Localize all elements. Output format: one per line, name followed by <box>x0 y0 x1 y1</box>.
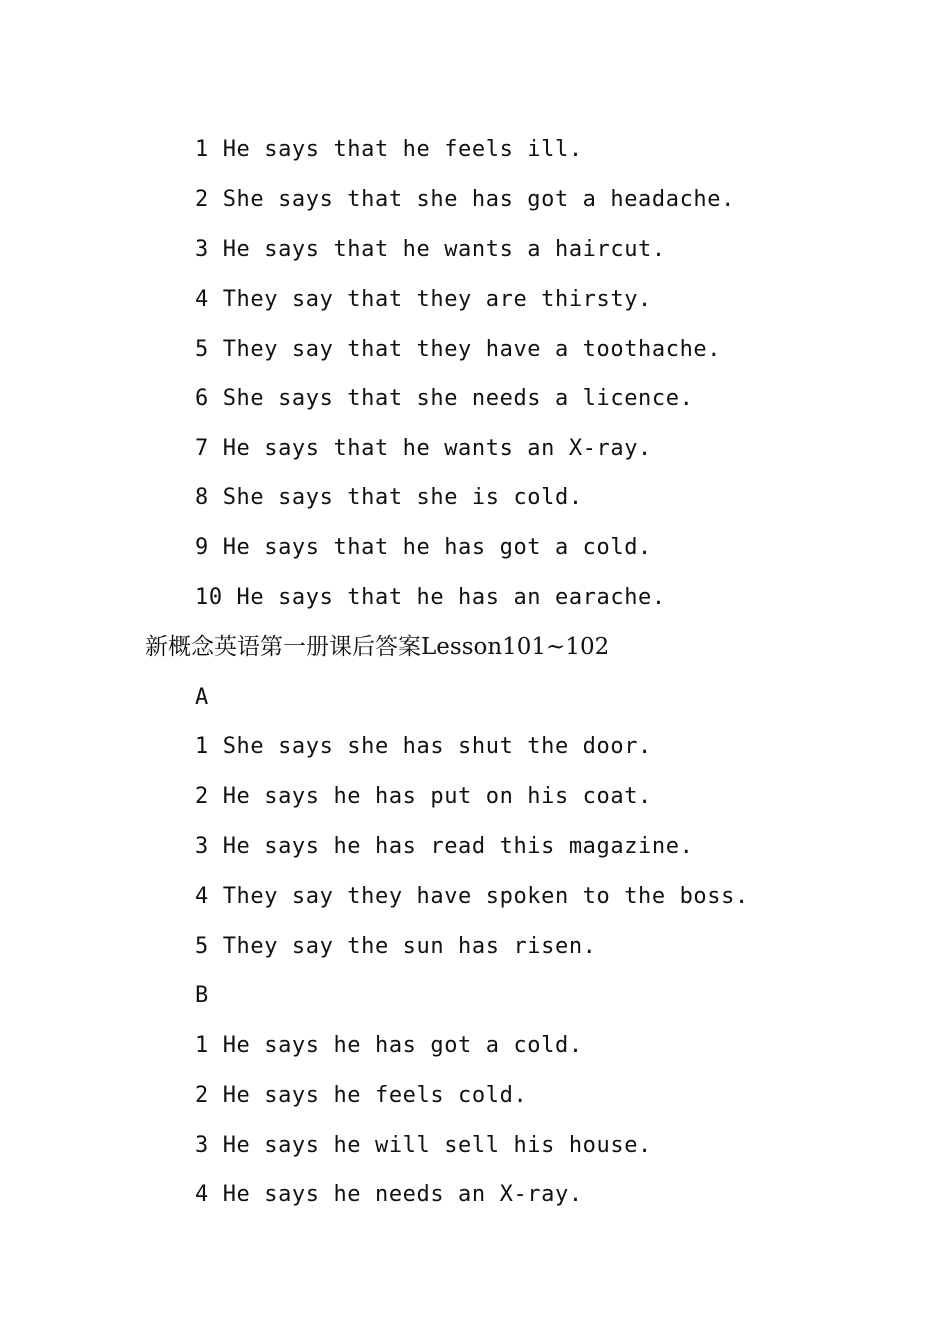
answer-line: 10 He says that he has an earache. <box>195 585 666 610</box>
answer-line: 5 They say that they have a toothache. <box>195 337 722 362</box>
section-b-label: B <box>195 983 209 1008</box>
answer-line: 1 He says that he feels ill. <box>195 137 583 162</box>
answer-line: 1 She says she has shut the door. <box>195 734 652 759</box>
answer-line: 6 She says that she needs a licence. <box>195 386 694 411</box>
answer-line: 8 She says that she is cold. <box>195 485 583 510</box>
answer-line: 4 They say that they are thirsty. <box>195 287 652 312</box>
answer-line: 9 He says that he has got a cold. <box>195 535 652 560</box>
answer-line: 3 He says he has read this magazine. <box>195 834 694 859</box>
answer-line: 2 He says he feels cold. <box>195 1083 528 1108</box>
answer-line: 5 They say the sun has risen. <box>195 934 597 959</box>
answer-line: 4 They say they have spoken to the boss. <box>195 884 749 909</box>
answer-line: 2 He says he has put on his coat. <box>195 784 652 809</box>
section-a-label: A <box>195 685 209 710</box>
answer-line: 2 She says that she has got a headache. <box>195 187 735 212</box>
answer-line: 3 He says he will sell his house. <box>195 1133 652 1158</box>
answer-line: 7 He says that he wants an X-ray. <box>195 436 652 461</box>
lesson-heading: 新概念英语第一册课后答案Lesson101~102 <box>145 634 610 660</box>
answer-line: 4 He says he needs an X-ray. <box>195 1182 583 1207</box>
answer-line: 3 He says that he wants a haircut. <box>195 237 666 262</box>
answer-line: 1 He says he has got a cold. <box>195 1033 583 1058</box>
